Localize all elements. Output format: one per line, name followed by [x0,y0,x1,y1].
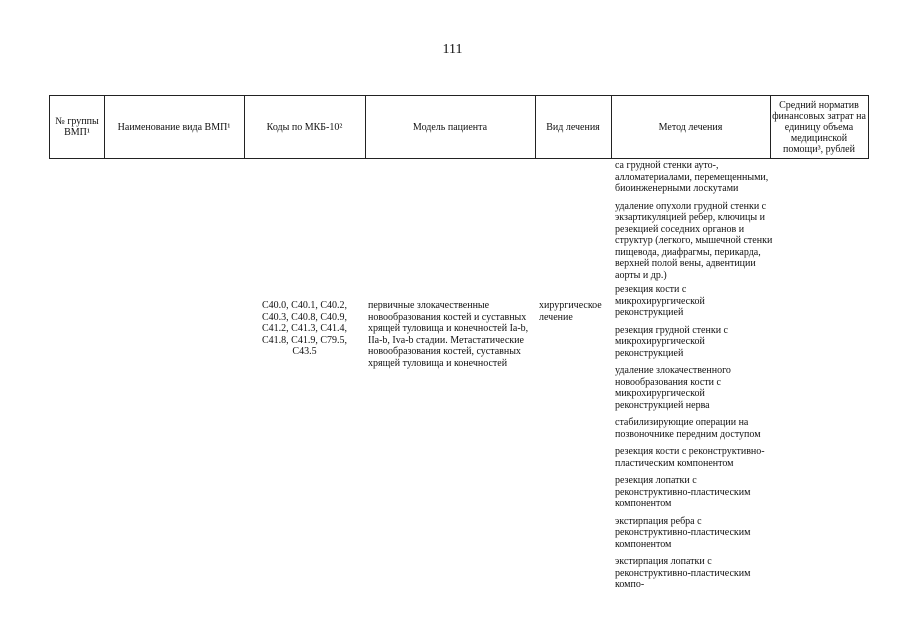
col-border-7 [868,95,869,158]
col-border-3 [365,95,366,158]
header-patient-model: Модель пациента [412,121,488,133]
method-item: резекция грудной стенки с микрохирургической реконструкцией [615,324,728,359]
method-item: резекция кости с микрохирургической реконструкцией [615,284,705,318]
method-item: са грудной стенки ауто-, алломатериалами, перемещенными, биоинженерными лоскутами [615,160,769,194]
method-item: экстирпация лопатки с реконструктивно-пластическим компо- [615,556,751,590]
method-item: резекция лопатки с реконструктивно-пластическим компонентом [615,475,751,509]
header-cost-norm: Средний норматив финансовых затрат на единицу объема медицинской помощи³, рублей [772,99,866,155]
treatment-methods-list [615,160,773,597]
header-treatment-type: Вид лечения [546,121,600,133]
header-group-no: № группы ВМП¹ [55,116,99,138]
col-border-5 [611,95,612,158]
patient-model-cell: первичные злокачественные новообразования костей и суставных хрящей туловища и конечностей Ia-b, IIa-b, Iva-b стадии. Метастатические новообразования костей, суставных хрящей туловища и конечностей [368,300,529,369]
mkb-codes-cell: C40.0, C40.1, C40.2, C40.3, C40.8, C40.9, C41.2, C41.3, C41.4, C41.8, C41.9, C79.5, C43.5 [261,300,347,357]
page-number: 111 [442,42,463,57]
header-bottom-border [49,158,869,159]
method-item: удаление злокачественного новообразования кости с микрохирургической реконструкцией нерва [615,365,731,411]
method-item: резекция кости с реконструктивно-пластическим компонентом [615,446,765,469]
table-top-border [49,95,869,96]
header-treatment-method: Метод лечения [658,121,723,133]
method-item: экстирпация ребра с реконструктивно-пластическим компонентом [615,515,751,550]
treatment-type-cell: хирургическое лечение [539,300,602,323]
col-border-1 [104,95,105,158]
method-item: стабилизирующие операции на позвоночнике передним доступом [615,417,761,440]
col-border-6 [770,95,771,158]
col-border-2 [244,95,245,158]
col-border-4 [535,95,536,158]
col-border-0 [49,95,50,158]
method-item: удаление опухоли грудной стенки с экзартикуляцией ребер, ключицы и резекцией соседних органов и структур (легкого, мышечной стенки пищевода, диафрагмы, перикарда, верхней полой вены, адвентиции аорты и др.) [615,200,773,281]
header-mkb-codes: Коды по МКБ-10² [266,121,343,133]
header-vmp-name: Наименование вида ВМП¹ [117,121,231,133]
